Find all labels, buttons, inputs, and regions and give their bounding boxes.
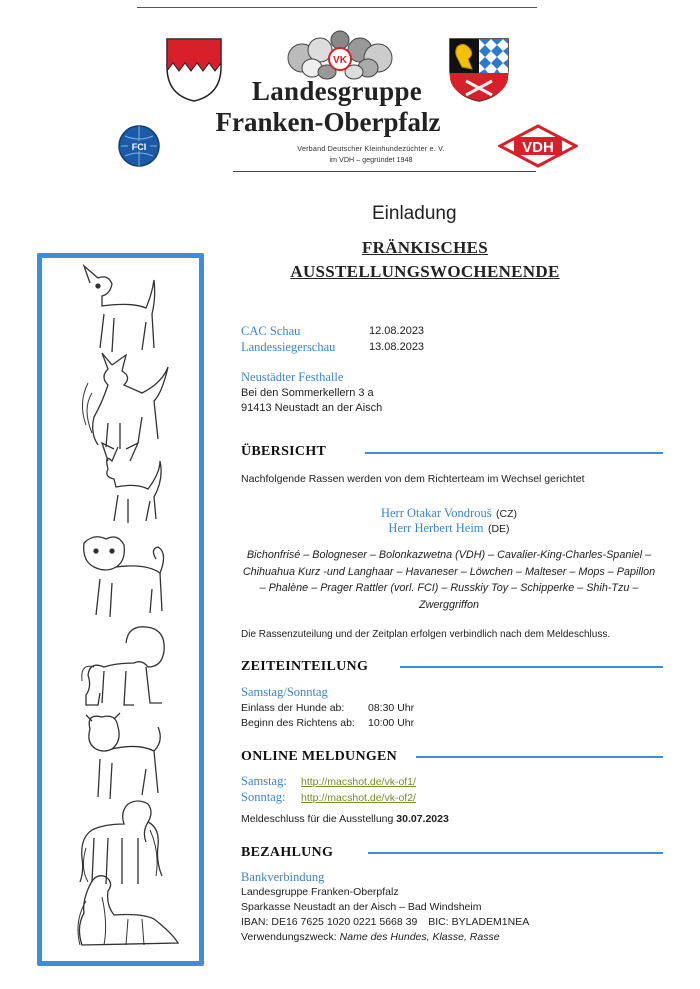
event-title-line2: AUSSTELLUNGSWOCHENENDE (290, 262, 560, 281)
overview-intro: Nachfolgende Rassen werden von dem Richterteam im Wechsel gerichtet (241, 473, 585, 485)
purpose-label: Verwendungszweck: (241, 931, 337, 943)
fci-logo-text: FCI (131, 142, 147, 152)
overview-rule (365, 452, 663, 454)
bank-label: Bankverbindung (241, 870, 325, 884)
vdh-logo (498, 124, 578, 168)
schedule-row-2-label: Beginn des Richtens ab: (241, 717, 355, 729)
dog-drawings-panel (37, 253, 204, 966)
overview-note: Die Rassenzuteilung und der Zeitplan erfolgen verbindlich nach dem Meldeschluss. (241, 629, 611, 640)
iban-label: IBAN: (241, 916, 269, 928)
invitation-heading: Einladung (372, 203, 457, 224)
schedule-row-1-time: 08:30 Uhr (368, 702, 415, 714)
schedule-row-1-label: Einlass der Hunde ab: (241, 702, 345, 714)
deadline-label: Meldeschluss (241, 813, 305, 825)
chihuahua-small-drawing (102, 443, 161, 523)
chihuahua-drawing (84, 266, 155, 352)
schedule-days: Samstag/Sonntag (241, 685, 328, 699)
bic-label: BIC: (428, 916, 449, 928)
deadline-text: für die Ausstellung (304, 813, 397, 825)
judge-1-name: Herr Otakar Vondrouš (380, 506, 492, 520)
fci-logo (117, 124, 161, 168)
dog-group-logo (282, 28, 398, 80)
online-link-saturday[interactable]: http://macshot.de/vk-of1/ (301, 776, 416, 788)
vdh-logo-text: VDH (522, 139, 554, 156)
griffon-drawing (86, 713, 160, 799)
bic-value: BYLADEM1NEA (451, 916, 530, 928)
show-date-landessieger: 13.08.2023 (369, 341, 425, 353)
org-name-line2: Franken-Oberpfalz (215, 107, 441, 137)
event-title-line1: FRÄNKISCHES (361, 238, 489, 257)
schedule-rule (400, 666, 663, 668)
dog-line-drawings (42, 258, 199, 961)
payment-heading: BEZAHLUNG (241, 845, 334, 860)
online-day-sunday: Sonntag: (241, 790, 286, 804)
show-label-landessieger: Landessiegerschau (241, 340, 336, 354)
online-day-saturday: Samstag: (241, 774, 287, 788)
header-rule (233, 171, 536, 172)
online-rule (416, 756, 663, 758)
venue-city: 91413 Neustadt an der Aisch (241, 402, 383, 414)
registration-deadline (241, 813, 449, 825)
payment-rule (368, 852, 663, 854)
oberpfalz-coat-of-arms (448, 37, 510, 103)
iban-value: DE16 7625 1020 0221 5668 39 (271, 916, 418, 928)
franconia-coat-of-arms (165, 37, 223, 103)
account-holder: Landesgruppe Franken-Oberpfalz (241, 886, 399, 898)
papillon-drawing (82, 353, 168, 449)
bank-details (241, 916, 529, 928)
payment-purpose (241, 931, 500, 943)
pug-drawing (84, 537, 164, 617)
vk-logo-text: VK (333, 55, 347, 66)
venue-name: Neustädter Festhalle (241, 370, 344, 384)
venue-street: Bei den Sommerkellern 3 a (241, 387, 374, 399)
deadline-date: 30.07.2023 (396, 813, 449, 825)
top-rule (137, 7, 537, 8)
shih-tzu-drawing (80, 801, 162, 884)
org-subtitle-line1: Verband Deutscher Kleinhundezüchter e. V. (297, 144, 445, 153)
org-subtitle-line2: im VDH – gegründet 1948 (329, 155, 413, 164)
purpose-value: Name des Hundes, Klasse, Rasse (339, 931, 500, 943)
maltese-drawing (78, 876, 178, 945)
judge-2-name: Herr Herbert Heim (388, 521, 484, 535)
judge-2 (240, 519, 658, 537)
bichon-drawing (82, 627, 164, 705)
online-link-sunday[interactable]: http://macshot.de/vk-of2/ (301, 792, 416, 804)
show-label-cac: CAC Schau (241, 324, 301, 338)
show-date-cac: 12.08.2023 (369, 325, 425, 337)
schedule-row-2-time: 10:00 Uhr (368, 717, 415, 729)
bank-name: Sparkasse Neustadt an der Aisch – Bad Windsheim (241, 901, 482, 913)
overview-heading: ÜBERSICHT (241, 444, 327, 459)
judge-1-country: (CZ) (496, 508, 518, 520)
schedule-heading: ZEITEINTEILUNG (241, 659, 369, 674)
judge-2-country: (DE) (487, 523, 510, 535)
org-name-line1: Landesgruppe (251, 76, 423, 106)
online-heading: ONLINE MELDUNGEN (241, 749, 398, 764)
breed-list: Bichonfrisé – Bologneser – Bolonkazwetna (VDH) – Cavalier-King-Charles-Spaniel – Chihuahua Kurz -und Langhaar – Havaneser – Löwchen – Malteser – Mops – Papillon – Phalène – Prager Rattler (vorl. FCI) – Russkiy Toy – Schipperke – Shih-Tzu – Zwerggriffon (242, 549, 656, 611)
